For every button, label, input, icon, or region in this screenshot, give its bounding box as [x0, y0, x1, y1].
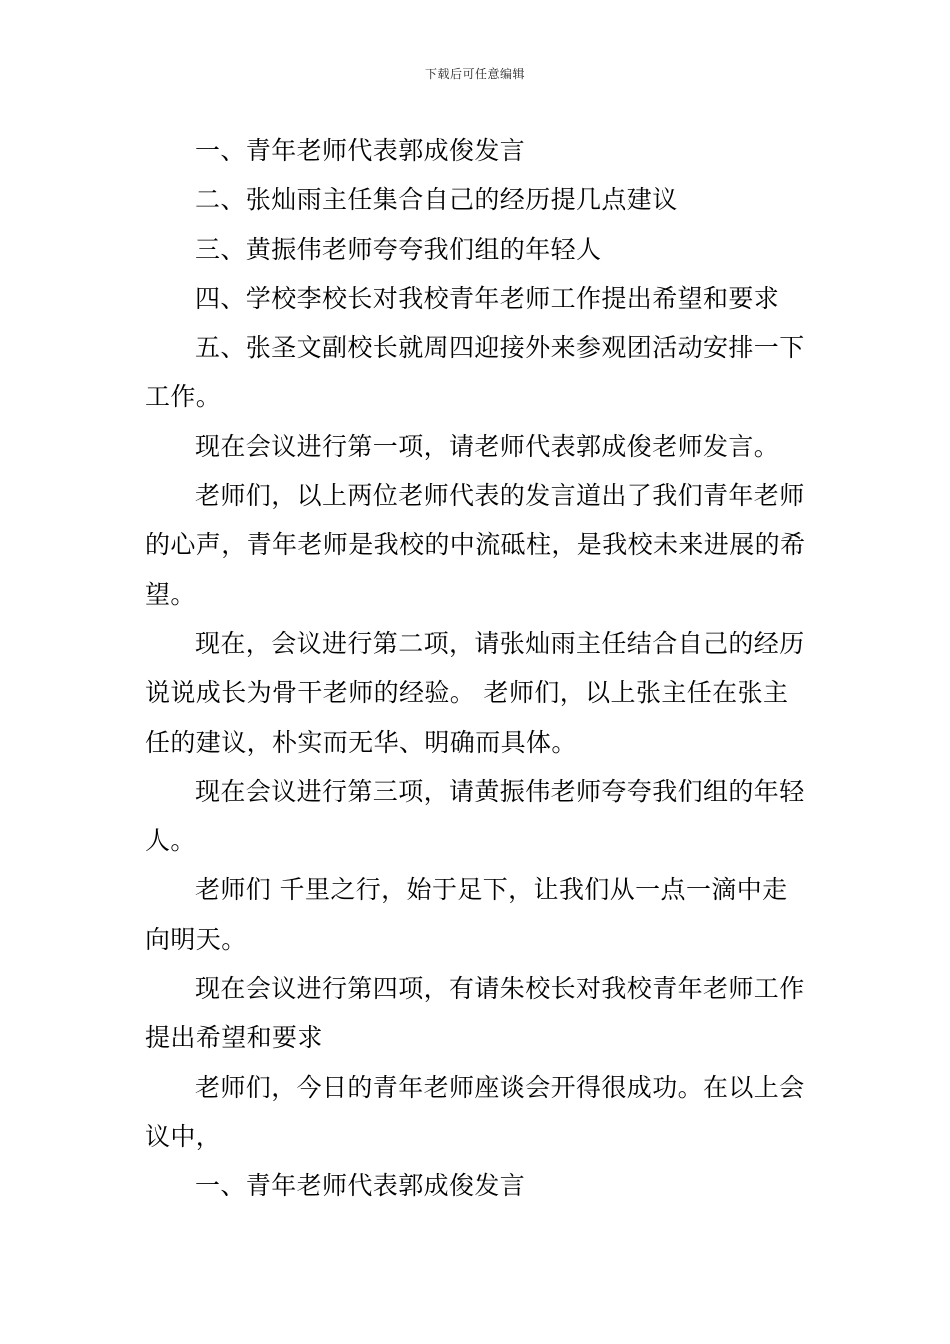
body-paragraph: 现在会议进行第三项，请黄振伟老师夸夸我们组的年轻人。	[145, 776, 805, 856]
agenda-item-2: 二、张灿雨主任集合自己的经历提几点建议	[195, 185, 678, 215]
agenda-item-5: 五、张圣文副校长就周四迎接外来参观团活动安排一下工作。	[145, 333, 805, 412]
body-paragraph: 老师们，以上两位老师代表的发言道出了我们青年老师的心声，青年老师是我校的中流砥柱，是我校未来进展的希望。	[145, 481, 806, 609]
body-paragraph: 老师们 千里之行，始于足下，让我们从一点一滴中走向明天。	[145, 875, 788, 954]
header-note: 下载后可任意编辑	[424, 67, 525, 81]
document-body	[145, 126, 810, 1211]
agenda-item-1-repeat: 一、青年老师代表郭成俊发言	[195, 1171, 526, 1201]
body-paragraph: 现在会议进行第一项，请老师代表郭成俊老师发言。	[195, 431, 780, 461]
body-paragraph: 现在，会议进行第二项，请张灿雨主任结合自己的经历说说成长为骨干老师的经验。 老师们，以上张主任在张主任的建议，朴实而无华、明确而具体。	[145, 628, 805, 757]
body-paragraph: 老师们，今日的青年老师座谈会开得很成功。在以上会议中，	[145, 1072, 805, 1151]
agenda-item-4: 四、学校李校长对我校青年老师工作提出希望和要求	[195, 283, 780, 313]
agenda-item-1: 一、青年老师代表郭成俊发言	[195, 136, 526, 165]
agenda-item-3: 三、黄振伟老师夸夸我们组的年轻人	[195, 234, 602, 264]
body-paragraph: 现在会议进行第四项，有请朱校长对我校青年老师工作提出希望和要求	[145, 974, 805, 1053]
